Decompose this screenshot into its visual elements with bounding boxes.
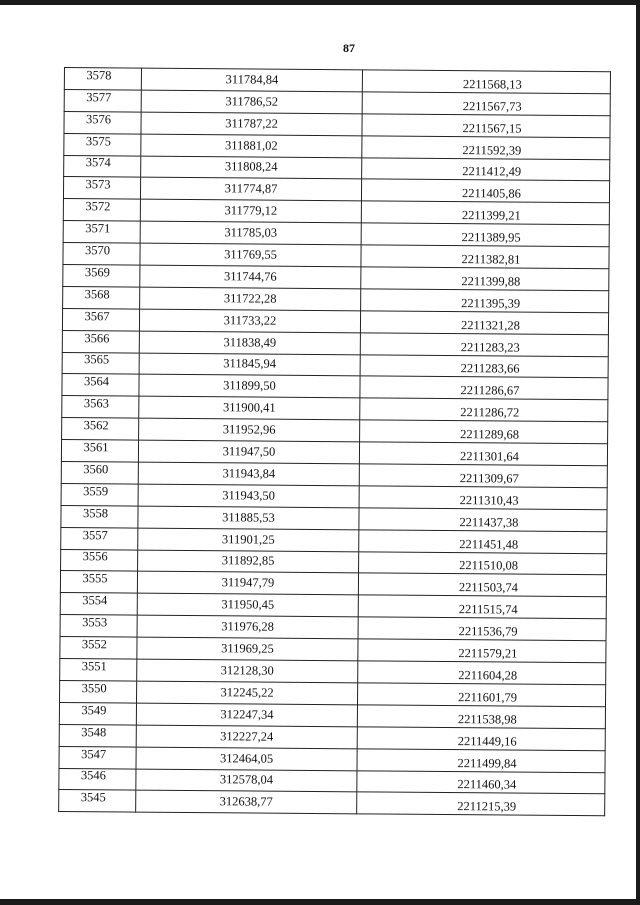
y-coordinate-text: 2211515,74 bbox=[458, 602, 518, 617]
point-number-text: 3559 bbox=[83, 483, 109, 499]
x-coordinate-cell bbox=[141, 112, 362, 136]
x-coordinate-cell bbox=[139, 375, 360, 399]
y-coordinate-text: 2211309,67 bbox=[459, 471, 519, 486]
point-number-text: 3548 bbox=[81, 724, 107, 739]
y-coordinate-text: 2211451,48 bbox=[459, 536, 519, 552]
y-coordinate-cell bbox=[361, 267, 609, 291]
y-coordinate-cell bbox=[362, 92, 610, 116]
y-coordinate-cell bbox=[358, 639, 606, 663]
y-coordinate-text: 2211579,21 bbox=[458, 646, 518, 661]
point-number-text: 3565 bbox=[84, 352, 110, 367]
x-coordinate-text: 311784,84 bbox=[225, 72, 279, 87]
x-coordinate-cell bbox=[138, 506, 359, 530]
x-coordinate-cell bbox=[137, 637, 358, 661]
point-number-cell bbox=[60, 659, 137, 681]
y-coordinate-text: 2211503,74 bbox=[458, 580, 518, 595]
point-number-text: 3562 bbox=[83, 418, 109, 433]
point-number-cell bbox=[64, 155, 141, 177]
point-number-text: 3566 bbox=[84, 330, 110, 345]
point-number-cell bbox=[63, 199, 140, 221]
point-number-cell bbox=[63, 243, 140, 265]
point-number-cell bbox=[62, 352, 139, 374]
point-number-cell bbox=[60, 615, 137, 637]
y-coordinate-cell bbox=[359, 442, 607, 466]
x-coordinate-text: 311845,94 bbox=[223, 356, 277, 372]
x-coordinate-cell bbox=[140, 178, 361, 202]
y-coordinate-cell bbox=[360, 354, 608, 378]
x-coordinate-text: 311774,87 bbox=[224, 181, 278, 197]
x-coordinate-text: 311952,96 bbox=[222, 422, 276, 437]
y-coordinate-cell bbox=[359, 530, 607, 554]
x-coordinate-text: 311722,28 bbox=[223, 291, 277, 306]
x-coordinate-cell bbox=[136, 769, 357, 793]
x-coordinate-text: 311969,25 bbox=[221, 641, 274, 656]
point-number-cell bbox=[61, 527, 138, 549]
y-coordinate-cell bbox=[360, 398, 608, 422]
point-number-cell bbox=[59, 702, 136, 724]
x-coordinate-cell bbox=[140, 265, 361, 289]
y-coordinate-cell bbox=[358, 617, 606, 641]
point-number-cell bbox=[59, 790, 136, 812]
x-coordinate-cell bbox=[139, 353, 360, 377]
y-coordinate-cell bbox=[360, 333, 608, 357]
y-coordinate-cell bbox=[358, 661, 606, 685]
y-coordinate-cell bbox=[358, 573, 606, 597]
y-coordinate-cell bbox=[358, 683, 606, 707]
point-number-cell bbox=[62, 330, 139, 352]
point-number-cell bbox=[64, 133, 141, 155]
y-coordinate-cell bbox=[362, 70, 610, 94]
x-coordinate-text: 311950,45 bbox=[221, 597, 275, 612]
y-coordinate-text: 2211499,84 bbox=[457, 755, 517, 771]
scan-border-top bbox=[0, 0, 640, 5]
x-coordinate-text: 311779,12 bbox=[224, 203, 278, 218]
point-number-text: 3551 bbox=[81, 659, 107, 674]
y-coordinate-text: 2211310,43 bbox=[459, 492, 519, 508]
y-coordinate-text: 2211283,66 bbox=[460, 361, 520, 377]
x-coordinate-cell bbox=[141, 134, 362, 158]
x-coordinate-text: 311892,85 bbox=[221, 553, 275, 569]
point-number-text: 3546 bbox=[80, 768, 106, 783]
point-number-text: 3567 bbox=[84, 308, 110, 324]
x-coordinate-cell bbox=[138, 440, 359, 464]
x-coordinate-cell bbox=[141, 156, 362, 180]
y-coordinate-cell bbox=[361, 289, 609, 313]
y-coordinate-text: 2211536,79 bbox=[458, 624, 518, 639]
x-coordinate-cell bbox=[139, 331, 360, 355]
y-coordinate-text: 2211399,21 bbox=[461, 208, 521, 223]
point-number-text: 3549 bbox=[81, 702, 107, 718]
point-number-text: 3558 bbox=[82, 505, 109, 521]
y-coordinate-text: 2211567,73 bbox=[462, 98, 522, 114]
x-coordinate-text: 311947,79 bbox=[221, 575, 275, 591]
point-number-text: 3553 bbox=[82, 615, 108, 630]
point-number-text: 3550 bbox=[81, 680, 107, 696]
y-coordinate-cell bbox=[359, 508, 607, 532]
point-number-cell bbox=[63, 177, 140, 199]
point-number-text: 3573 bbox=[85, 177, 111, 192]
x-coordinate-text: 311885,53 bbox=[222, 509, 275, 525]
y-coordinate-cell bbox=[360, 420, 608, 444]
x-coordinate-cell bbox=[140, 221, 361, 245]
x-coordinate-cell bbox=[140, 287, 361, 311]
y-coordinate-cell bbox=[357, 727, 605, 751]
point-number-text: 3560 bbox=[83, 462, 109, 477]
point-number-text: 3563 bbox=[83, 396, 109, 411]
coordinates-table-body bbox=[59, 68, 611, 817]
y-coordinate-text: 2211289,68 bbox=[460, 427, 520, 442]
coordinates-table bbox=[58, 67, 611, 817]
x-coordinate-text: 311899,50 bbox=[223, 378, 276, 394]
x-coordinate-text: 311786,52 bbox=[225, 94, 279, 109]
y-coordinate-text: 2211399,88 bbox=[461, 274, 521, 289]
y-coordinate-cell bbox=[362, 136, 610, 160]
y-coordinate-cell bbox=[360, 376, 608, 400]
x-coordinate-text: 311976,28 bbox=[221, 619, 274, 634]
point-number-cell bbox=[61, 505, 138, 527]
point-number-cell bbox=[61, 462, 138, 484]
y-coordinate-text: 2211405,86 bbox=[461, 186, 522, 201]
point-number-text: 3568 bbox=[84, 286, 110, 302]
y-coordinate-cell bbox=[362, 114, 610, 138]
point-number-text: 3576 bbox=[86, 111, 112, 127]
point-number-cell bbox=[59, 724, 136, 746]
x-coordinate-cell bbox=[140, 199, 361, 223]
point-number-cell bbox=[59, 768, 136, 790]
x-coordinate-cell bbox=[137, 572, 358, 596]
point-number-cell bbox=[63, 286, 140, 308]
point-number-cell bbox=[63, 221, 140, 243]
x-coordinate-text: 312638,77 bbox=[219, 794, 273, 809]
point-number-cell bbox=[61, 549, 138, 571]
point-number-text: 3578 bbox=[86, 68, 112, 83]
y-coordinate-text: 2211301,64 bbox=[459, 449, 519, 464]
point-number-cell bbox=[64, 89, 141, 111]
point-number-text: 3572 bbox=[85, 199, 111, 214]
y-coordinate-cell bbox=[362, 157, 610, 181]
y-coordinate-text: 2211567,15 bbox=[462, 120, 522, 136]
y-coordinate-text: 2211510,08 bbox=[459, 558, 519, 574]
point-number-text: 3554 bbox=[82, 593, 108, 608]
point-number-cell bbox=[64, 111, 141, 133]
y-coordinate-text: 2211412,49 bbox=[462, 164, 522, 180]
page-number: 87 bbox=[343, 41, 355, 55]
point-number-cell bbox=[60, 680, 137, 702]
point-number-cell bbox=[63, 265, 140, 287]
point-number-text: 3552 bbox=[81, 637, 108, 652]
x-coordinate-cell bbox=[137, 615, 358, 639]
point-number-text: 3561 bbox=[83, 440, 109, 455]
y-coordinate-cell bbox=[361, 179, 609, 203]
point-number-cell bbox=[62, 418, 139, 440]
x-coordinate-cell bbox=[141, 68, 362, 92]
point-number-text: 3556 bbox=[82, 549, 108, 564]
x-coordinate-text: 311838,49 bbox=[223, 334, 277, 350]
scan-border-right bbox=[636, 0, 640, 905]
point-number-cell bbox=[59, 746, 136, 768]
y-coordinate-text: 2211215,39 bbox=[457, 799, 517, 814]
point-number-cell bbox=[62, 308, 139, 330]
y-coordinate-cell bbox=[359, 486, 607, 510]
point-number-text: 3577 bbox=[86, 89, 112, 105]
point-number-text: 3555 bbox=[82, 571, 108, 586]
y-coordinate-text: 2211538,98 bbox=[457, 711, 517, 727]
point-number-cell bbox=[60, 637, 137, 659]
x-coordinate-cell bbox=[141, 90, 362, 114]
point-number-cell bbox=[64, 68, 141, 90]
table-row bbox=[59, 790, 605, 816]
point-number-cell bbox=[62, 374, 139, 396]
y-coordinate-text: 2211382,81 bbox=[461, 252, 521, 267]
x-coordinate-text: 311900,41 bbox=[222, 400, 276, 415]
y-coordinate-text: 2211389,95 bbox=[461, 230, 521, 245]
x-coordinate-cell bbox=[137, 681, 358, 705]
y-coordinate-cell bbox=[359, 551, 607, 575]
x-coordinate-cell bbox=[137, 659, 358, 683]
point-number-text: 3570 bbox=[85, 243, 111, 258]
point-number-cell bbox=[61, 483, 138, 505]
y-coordinate-text: 2211286,72 bbox=[460, 405, 520, 420]
x-coordinate-text: 311785,03 bbox=[224, 225, 278, 240]
x-coordinate-text: 311947,50 bbox=[222, 444, 276, 459]
x-coordinate-text: 311787,22 bbox=[225, 115, 278, 131]
x-coordinate-cell bbox=[138, 484, 359, 508]
y-coordinate-text: 2211437,38 bbox=[459, 514, 519, 530]
y-coordinate-cell bbox=[357, 748, 605, 772]
x-coordinate-cell bbox=[140, 243, 361, 267]
y-coordinate-cell bbox=[361, 245, 609, 269]
x-coordinate-text: 312247,34 bbox=[220, 706, 274, 722]
x-coordinate-cell bbox=[137, 593, 358, 617]
y-coordinate-text: 2211604,28 bbox=[458, 668, 518, 683]
x-coordinate-cell bbox=[138, 528, 359, 552]
y-coordinate-text: 2211395,39 bbox=[461, 295, 521, 311]
y-coordinate-text: 2211283,23 bbox=[460, 339, 520, 355]
point-number-text: 3547 bbox=[81, 746, 107, 761]
point-number-text: 3571 bbox=[85, 221, 111, 236]
y-coordinate-cell bbox=[357, 770, 605, 794]
x-coordinate-cell bbox=[139, 396, 360, 420]
x-coordinate-text: 312227,24 bbox=[220, 728, 274, 744]
point-number-text: 3575 bbox=[85, 133, 111, 148]
point-number-cell bbox=[60, 571, 137, 593]
x-coordinate-text: 312464,05 bbox=[219, 750, 274, 766]
x-coordinate-cell bbox=[138, 462, 359, 486]
y-coordinate-cell bbox=[359, 464, 607, 488]
y-coordinate-cell bbox=[357, 705, 605, 729]
point-number-text: 3564 bbox=[83, 374, 110, 389]
y-coordinate-cell bbox=[358, 595, 606, 619]
y-coordinate-cell bbox=[360, 311, 608, 335]
x-coordinate-text: 311733,22 bbox=[223, 312, 277, 328]
point-number-text: 3574 bbox=[85, 155, 111, 170]
x-coordinate-text: 311881,02 bbox=[224, 137, 278, 153]
y-coordinate-text: 2211286,67 bbox=[460, 383, 520, 398]
y-coordinate-text: 2211449,16 bbox=[457, 733, 517, 749]
scan-border-bottom bbox=[0, 899, 640, 905]
x-coordinate-cell bbox=[136, 703, 357, 727]
point-number-cell bbox=[60, 593, 137, 615]
x-coordinate-cell bbox=[138, 550, 359, 574]
x-coordinate-text: 311901,25 bbox=[221, 531, 275, 547]
point-number-cell bbox=[61, 440, 138, 462]
x-coordinate-cell bbox=[139, 418, 360, 442]
point-number-text: 3569 bbox=[84, 265, 110, 280]
y-coordinate-cell bbox=[357, 792, 605, 816]
x-coordinate-text: 312245,22 bbox=[220, 685, 274, 700]
x-coordinate-text: 311943,84 bbox=[222, 466, 276, 481]
y-coordinate-cell bbox=[361, 201, 609, 225]
y-coordinate-text: 2211460,34 bbox=[457, 777, 517, 792]
x-coordinate-text: 311943,50 bbox=[222, 488, 276, 503]
point-number-cell bbox=[62, 396, 139, 418]
x-coordinate-text: 311769,55 bbox=[224, 247, 277, 262]
x-coordinate-cell bbox=[136, 747, 357, 771]
x-coordinate-cell bbox=[139, 309, 360, 333]
y-coordinate-text: 2211601,79 bbox=[458, 689, 518, 705]
x-coordinate-text: 311808,24 bbox=[224, 159, 278, 175]
y-coordinate-text: 2211321,28 bbox=[460, 317, 520, 333]
x-coordinate-text: 311744,76 bbox=[223, 269, 277, 284]
point-number-text: 3557 bbox=[82, 527, 108, 542]
x-coordinate-text: 312128,30 bbox=[220, 663, 274, 678]
x-coordinate-cell bbox=[136, 725, 357, 749]
y-coordinate-text: 2211592,39 bbox=[462, 142, 522, 158]
x-coordinate-text: 312578,04 bbox=[219, 772, 274, 788]
y-coordinate-text: 2211568,13 bbox=[462, 77, 522, 92]
point-number-text: 3545 bbox=[80, 790, 106, 805]
x-coordinate-cell bbox=[136, 790, 357, 814]
y-coordinate-cell bbox=[361, 223, 609, 247]
